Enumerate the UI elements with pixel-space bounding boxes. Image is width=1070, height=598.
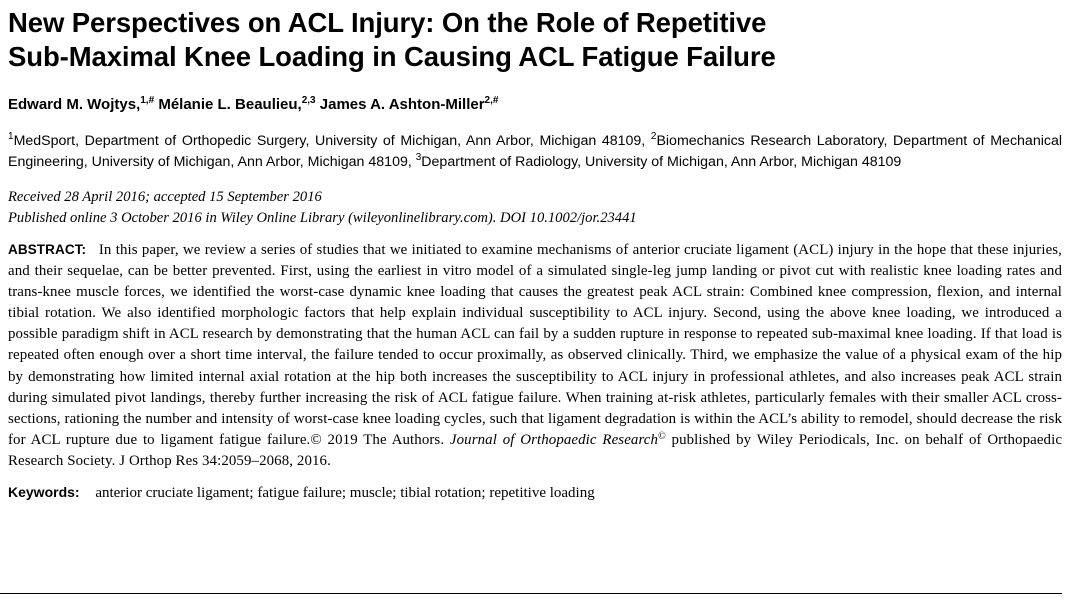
abstract-body: In this paper, we review a series of studies that we initiated to examine mechanisms of anterior cruciate ligament (ACL) injury in the hope that these injuries, and their sequelae, can be better prevented. First, using the earliest in vitro model of a simulated single-leg jump landing or pivot cut with realistic knee loading rates and trans-knee muscle forces, we identified the worst-case dynamic knee loading that causes the greatest peak ACL strain: Combined knee compression, flexion, and internal tibial rotation. We also identified morphologic factors that help explain individual susceptibility to ACL injury. Second, using the above knee loading, we introduced a possible paradigm shift in ACL research by demonstrating that the human ACL can fail by a sudden rupture in response to repeated sub-maximal knee loading. If that load is repeated often enough over a short time interval, the failure tended to occur proximally, as observed clinically. Third, we emphasize the value of a physical exam of the hip by demonstrating how limited internal axial rotation at the hip both increases the susceptibility to ACL injury in professional athletes, and also increases peak ACL strain during simulated pivot landings, thereby further increasing the risk of ACL fatigue failure. When training at-risk athletes, particularly females with their smaller ACL cross-sections, rationing the number and intensity of worst-case knee loading cycles, such that ligament degradation is within the ACL’s ability to remodel, should decrease the risk for ACL rupture due to ligament fatigue failure.	[8, 242, 1062, 448]
author-affiliation-marker: 1,#	[140, 95, 155, 106]
author-name: Mélanie L. Beaulieu,	[158, 96, 302, 113]
affiliations	[8, 131, 1062, 173]
publication-dates	[8, 187, 1062, 229]
received-accepted-line: Received 28 April 2016; accepted 15 September 2016	[8, 189, 322, 205]
abstract	[8, 239, 1062, 472]
affiliation-text: Department of Radiology, University of Michigan, Ann Arbor, Michigan 48109	[421, 154, 902, 170]
title-line-2: Sub-Maximal Knee Loading in Causing ACL Fatigue Failure	[8, 41, 776, 72]
author-name: Edward M. Wojtys,	[8, 96, 141, 113]
author-affiliation-marker: 2,#	[484, 95, 499, 106]
title-line-1: New Perspectives on ACL Injury: On the Role of Repetitive	[8, 7, 767, 38]
journal-name: Journal of Orthopaedic Research	[449, 431, 659, 448]
affiliation-text: Biomechanics Research Laboratory, Department of Mechanical Engineering, University of Michigan, Ann Arbor, Michigan 48109,	[8, 133, 1062, 170]
journal-copyright-mark: ©	[658, 430, 666, 442]
article-first-page	[8, 0, 1062, 503]
published-online-line: Published online 3 October 2016 in Wiley Online Library (wileyonlinelibrary.com). DOI 10.1002/jor.23441	[8, 210, 637, 226]
keywords-list: anterior cruciate ligament; fatigue failure; muscle; tibial rotation; repetitive loading	[95, 485, 595, 502]
affiliation-marker: 1	[8, 131, 14, 142]
keywords-label: Keywords:	[8, 484, 80, 501]
article-title	[8, 6, 1062, 74]
author-list	[8, 95, 1062, 115]
affiliation-text: MedSport, Department of Orthopedic Surgery, University of Michigan, Ann Arbor, Michigan 48109,	[13, 133, 651, 149]
copyright-text: © 2019 The Authors.	[310, 431, 450, 448]
affiliation-marker: 2	[650, 131, 657, 142]
abstract-label: ABSTRACT:	[8, 242, 87, 257]
author-name: James A. Ashton-Miller	[319, 96, 485, 113]
affiliation-marker: 3	[415, 152, 422, 163]
author-affiliation-marker: 2,3	[301, 95, 316, 106]
bottom-divider	[0, 593, 1062, 594]
publisher-citation: published by Wiley Periodicals, Inc. on behalf of Orthopaedic Research Society. J Orthop Res 34:2059–2068, 2016.	[8, 431, 1063, 469]
keywords	[8, 482, 1062, 503]
